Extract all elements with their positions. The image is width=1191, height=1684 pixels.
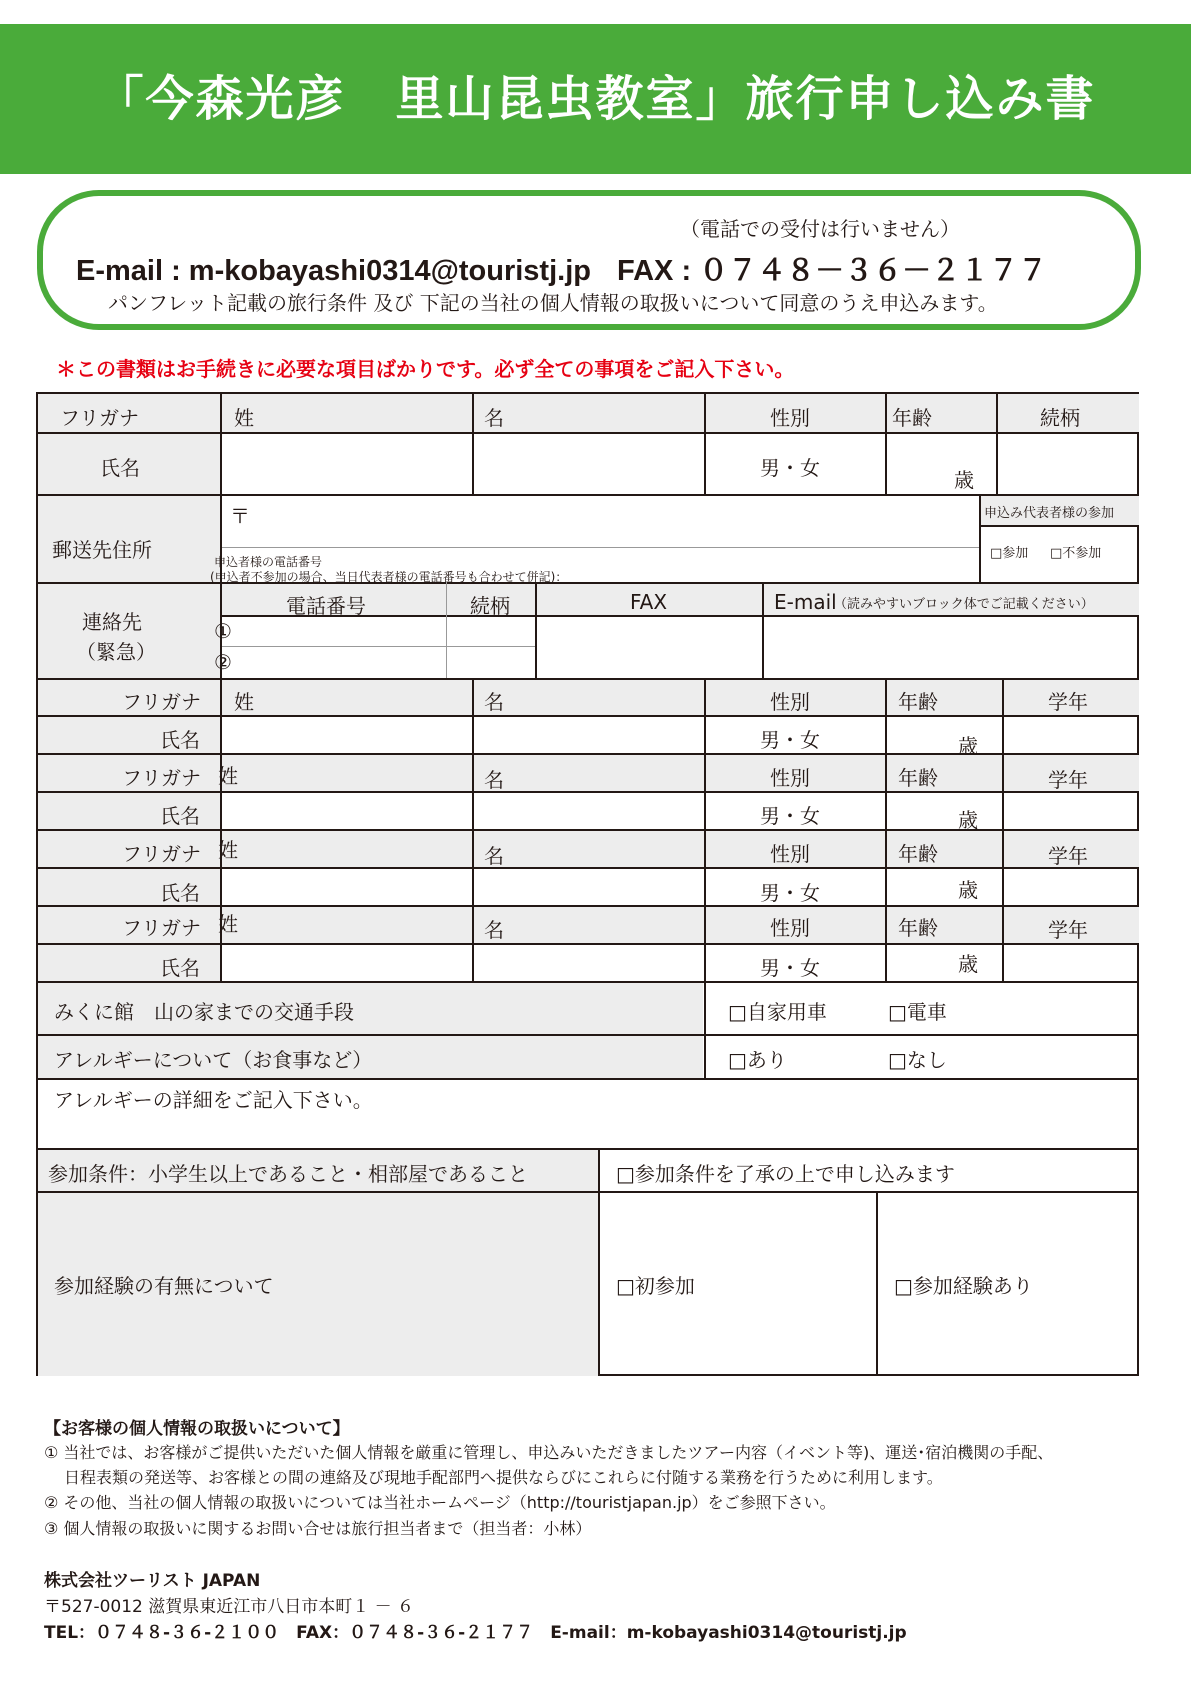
condition-agree-checkbox[interactable]: □参加条件を了承の上で申し込みます: [616, 1162, 955, 1186]
consent-text: パンフレット記載の旅行条件 及び 下記の当社の個人情報の取扱いについて同意のうえ申込みます。: [108, 291, 998, 315]
bg-furigana-5: [38, 906, 1139, 944]
age-unit-5: 歳: [958, 952, 978, 976]
train-checkbox[interactable]: □電車: [888, 1000, 947, 1024]
privacy-item-3: ③ 個人情報の取扱いに関するお問い合せは旅行担当者まで（担当者：小林）: [44, 1519, 592, 1538]
participate-checkbox[interactable]: □参加: [990, 546, 1029, 561]
warning-text: ＊この書類はお手続きに必要な項目ばかりです。必ず全ての事項をご記入下さい。: [56, 357, 795, 381]
experience-label: 参加経験の有無について: [54, 1274, 274, 1298]
page-title: 「今森光彦 里山昆虫教室」旅行申し込み書: [95, 71, 1096, 127]
fax-label: FAX: [630, 590, 668, 614]
phone-2-marker: ②: [214, 650, 232, 674]
car-checkbox[interactable]: □自家用車: [728, 1000, 827, 1024]
grade-label-2: 学年: [1048, 690, 1088, 714]
allergy-detail-label: アレルギーの詳細をご記入下さい。: [54, 1088, 373, 1112]
age-label-4: 年齢: [898, 842, 938, 866]
furigana-label-4: フリガナ: [122, 842, 201, 866]
privacy-item-1b: 日程表類の発送等、お客様との間の連絡及び現地手配部門へ提供ならびにこれらに付随する業務を行うために利用します。: [64, 1468, 943, 1487]
gender-value-4[interactable]: 男・女: [760, 881, 820, 905]
bg-furigana-3: [38, 754, 1139, 792]
sei-label-4: 姓: [218, 838, 238, 862]
furigana-label-5: フリガナ: [122, 916, 201, 940]
age-unit: 歳: [954, 468, 974, 492]
company-contact: TEL：０７４８-３６-２１００ FAX：０７４８-３６-２１７７ E-mail：m-kobayashi0314@touristj.jp: [44, 1623, 907, 1643]
phone-note: （電話での受付は行いません）: [680, 217, 960, 241]
first-time-checkbox[interactable]: □初参加: [616, 1274, 695, 1298]
privacy-item-2: ② その他、当社の個人情報の取扱いについては当社ホームページ（http://touristjapan.jp）をご参照下さい。: [44, 1493, 836, 1512]
rep-participation-label: 申込み代表者様の参加: [984, 506, 1115, 521]
gender-value[interactable]: 男・女: [760, 456, 820, 480]
age-unit-4: 歳: [958, 878, 978, 902]
age-label-2: 年齢: [898, 690, 938, 714]
mei-label-5: 名: [484, 918, 504, 942]
sei-label-3: 姓: [218, 764, 238, 788]
experienced-checkbox[interactable]: □参加経験あり: [894, 1274, 1033, 1298]
grade-label-5: 学年: [1048, 918, 1088, 942]
application-form: [36, 392, 1139, 1376]
phone-number-label: 電話番号: [286, 594, 366, 618]
address-field[interactable]: [222, 496, 978, 546]
email-note: （読みやすいブロック体でご記載ください）: [834, 597, 1094, 612]
age-unit-2: 歳: [958, 734, 978, 758]
privacy-item-1a: ① 当社では、お客様がご提供いただいた個人情報を厳重に管理し、申込みいただきましたツアー内容（イベント等)、運送･宿泊機関の手配、: [44, 1443, 1054, 1462]
contact-email: E-mail : m-kobayashi0314@touristj.jp: [76, 255, 591, 287]
name-label: 氏名: [100, 456, 140, 480]
allergy-yes-checkbox[interactable]: □あり: [728, 1048, 787, 1072]
email-label: E-mail: [774, 590, 837, 614]
phone-1-marker: ①: [214, 619, 232, 643]
sei-label: 姓: [234, 406, 254, 430]
company-name: 株式会社ツーリスト JAPAN: [44, 1571, 261, 1591]
allergy-no-checkbox[interactable]: □なし: [888, 1048, 947, 1072]
name-label-2: 氏名: [160, 728, 200, 752]
furigana-label-2: フリガナ: [122, 690, 201, 714]
allergy-label: アレルギーについて（お食事など）: [54, 1048, 373, 1072]
bg-furigana-2: [38, 678, 1139, 716]
rep-sei-field[interactable]: [222, 434, 472, 494]
gender-value-2[interactable]: 男・女: [760, 728, 820, 752]
name-label-3: 氏名: [160, 804, 200, 828]
emergency-label: 連絡先: [82, 610, 142, 634]
privacy-title: 【お客様の個人情報の取扱いについて】: [44, 1419, 350, 1439]
gender-label-5: 性別: [770, 916, 810, 940]
mei-label-2: 名: [484, 690, 504, 714]
gender-value-5[interactable]: 男・女: [760, 956, 820, 980]
name-label-5: 氏名: [160, 956, 200, 980]
header-bg-row1: [221, 394, 1139, 433]
transport-label: みくに館 山の家までの交通手段: [54, 1000, 354, 1024]
contact-line: [76, 248, 1047, 289]
name-label-4: 氏名: [160, 881, 200, 905]
gender-label-2: 性別: [770, 690, 810, 714]
furigana-label-3: フリガナ: [122, 766, 201, 790]
gender-label-3: 性別: [770, 766, 810, 790]
age-unit-3: 歳: [958, 808, 978, 832]
contact-fax: FAX : ０７４８－３６－２１７７: [616, 255, 1048, 287]
applicant-phone-note: (申込者不参加の場合、当日代表者様の電話番号も合わせて併記)：: [210, 570, 568, 584]
not-participate-checkbox[interactable]: □不参加: [1050, 546, 1102, 561]
relation-label: 続柄: [1040, 406, 1080, 430]
age-label-3: 年齢: [898, 766, 938, 790]
furigana-label: フリガナ: [60, 406, 139, 430]
condition-label: 参加条件：小学生以上であること・相部屋であること: [48, 1162, 528, 1186]
mei-label-3: 名: [484, 768, 504, 792]
rep-mei-field[interactable]: [474, 434, 704, 494]
grade-label-3: 学年: [1048, 768, 1088, 792]
mei-label-4: 名: [484, 844, 504, 868]
postal-mark: 〒: [230, 504, 250, 528]
applicant-phone-label: 申込者様の電話番号: [214, 555, 323, 569]
age-label-5: 年齢: [898, 916, 938, 940]
gender-label: 性別: [770, 406, 810, 430]
allergy-detail-field[interactable]: [40, 1110, 1137, 1146]
gender-value-3[interactable]: 男・女: [760, 804, 820, 828]
age-label: 年齢: [892, 406, 932, 430]
mei-label: 名: [484, 406, 504, 430]
address-label: 郵送先住所: [52, 538, 152, 562]
company-address: 〒527-0012 滋賀県東近江市八日市本町１ － ６: [44, 1597, 415, 1617]
grade-label-4: 学年: [1048, 844, 1088, 868]
emergency-label-2: （緊急）: [76, 640, 156, 664]
gender-label-4: 性別: [770, 842, 810, 866]
bg-furigana-4: [38, 830, 1139, 868]
sei-label-5: 姓: [218, 912, 238, 936]
sei-label-2: 姓: [234, 690, 254, 714]
emergency-relation-label: 続柄: [470, 594, 510, 618]
